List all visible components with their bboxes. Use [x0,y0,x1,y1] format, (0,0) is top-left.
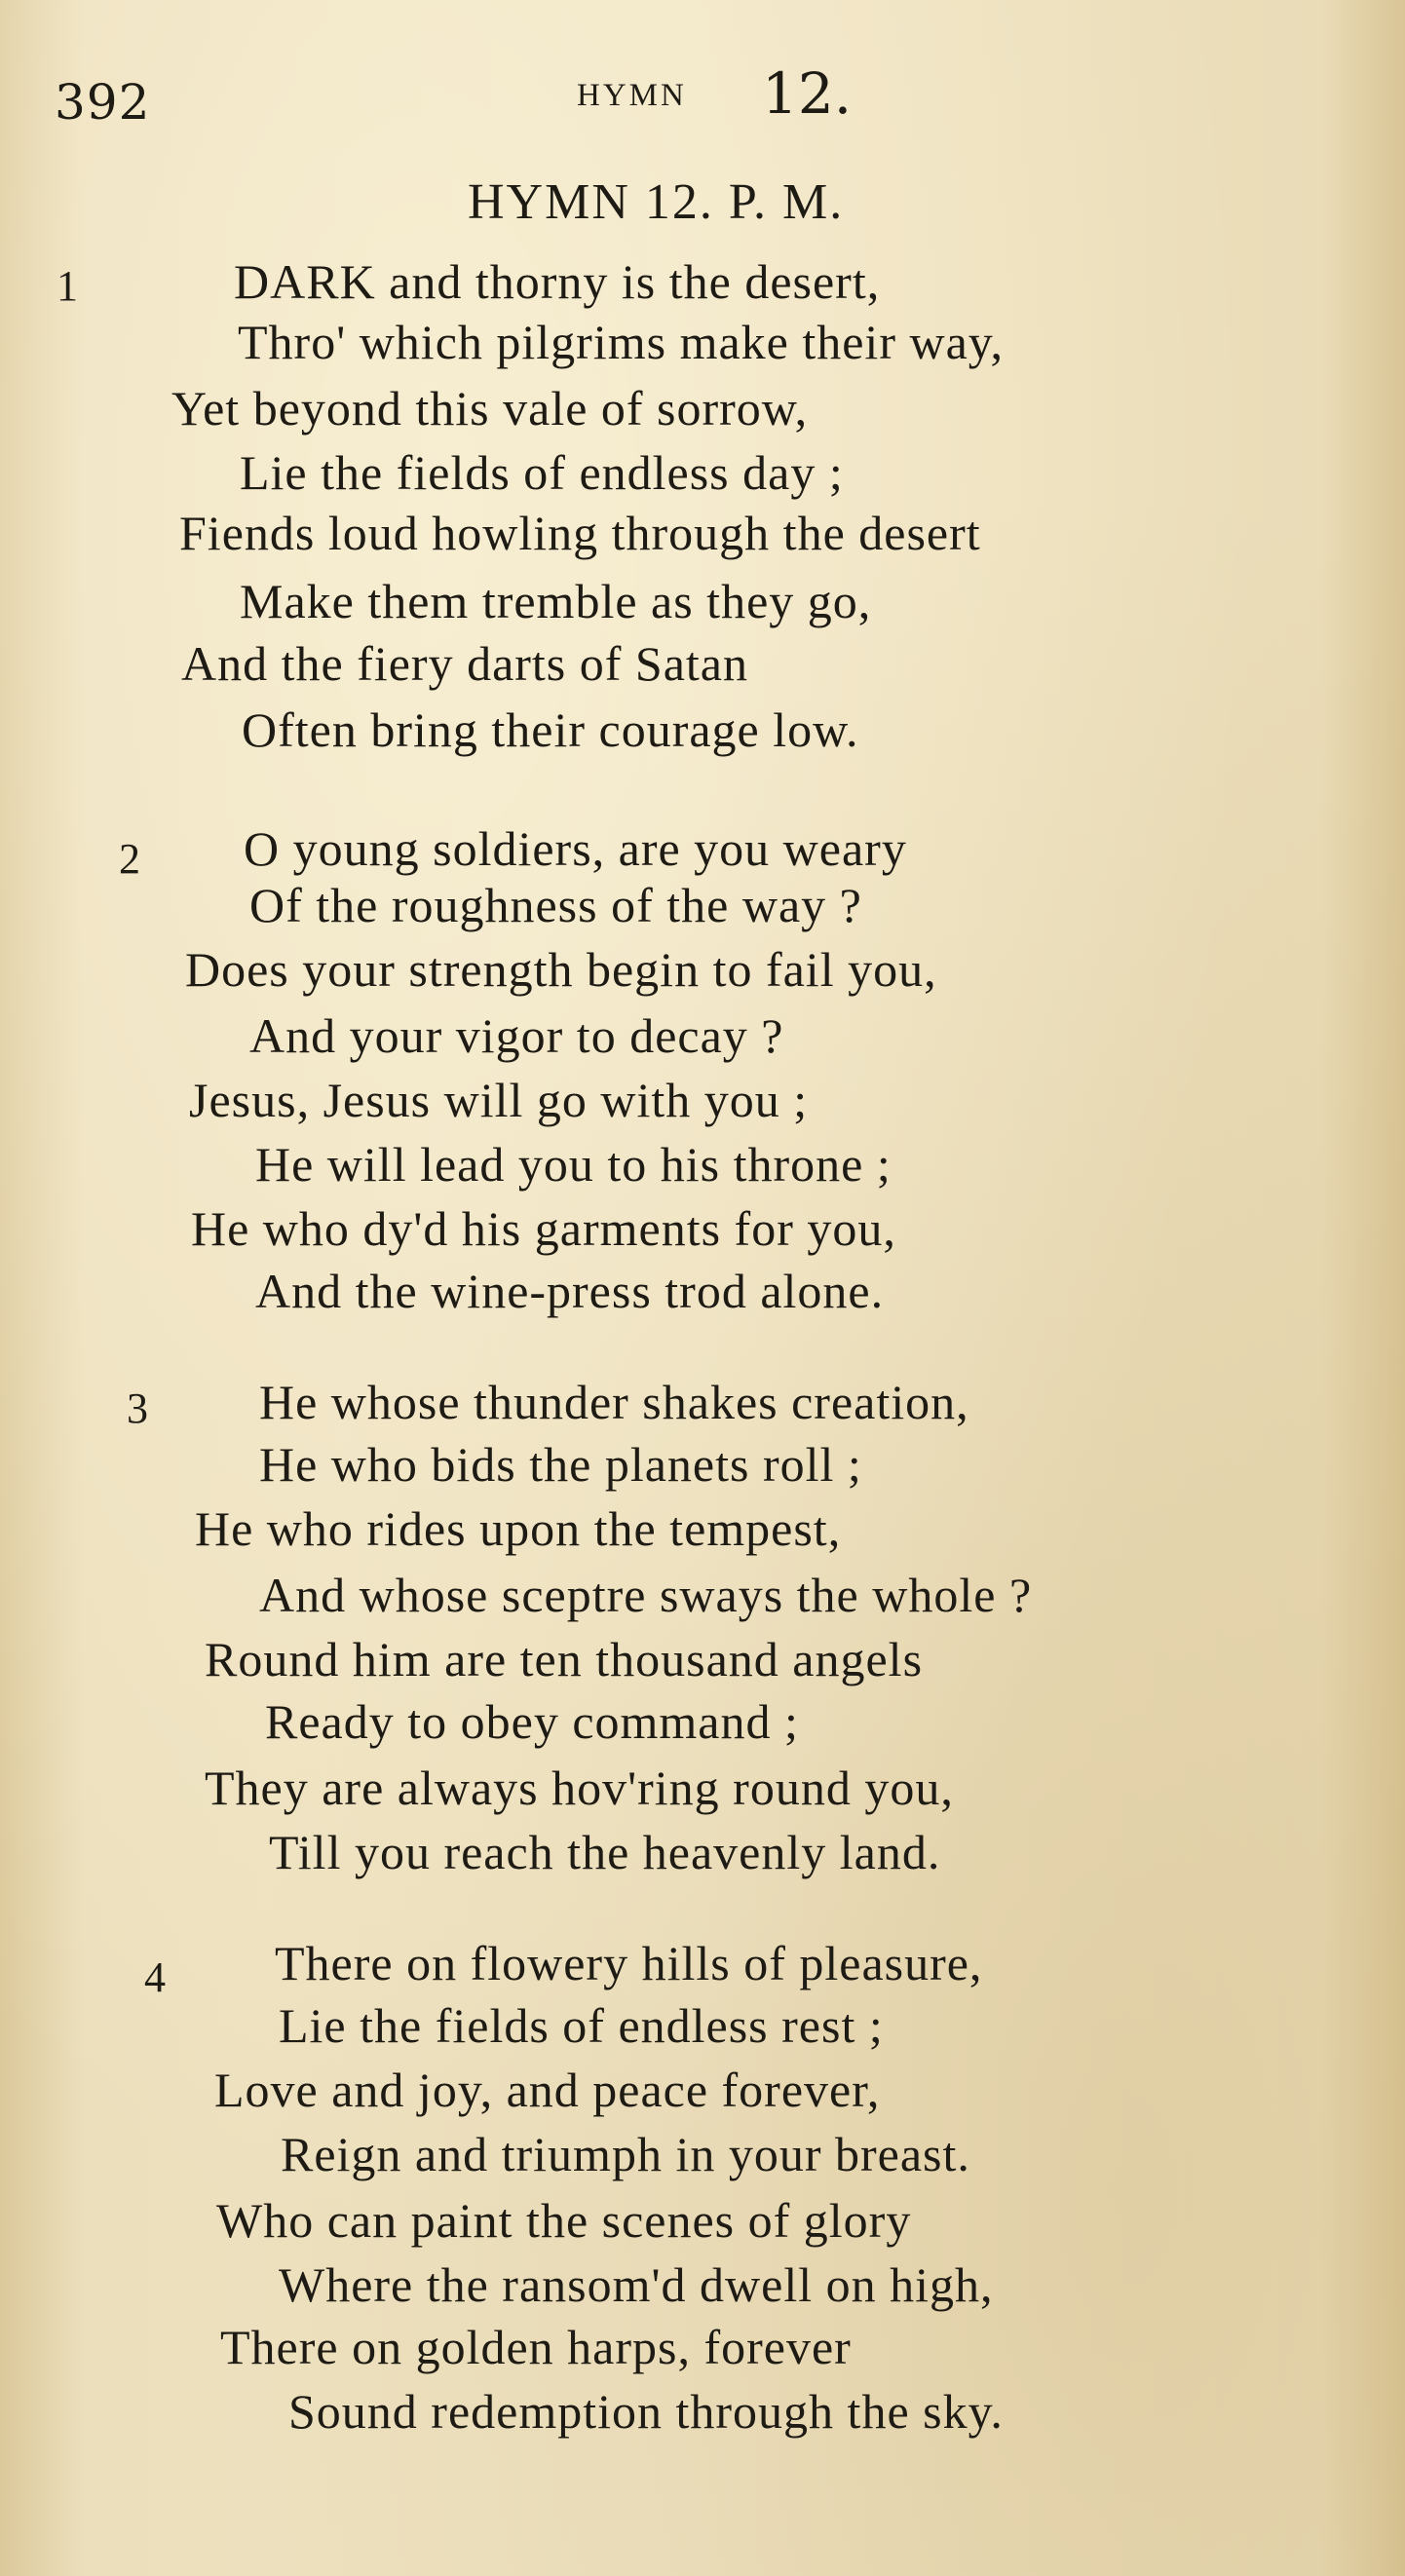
verse-line: Round him are ten thousand angels [205,1632,924,1686]
verse-line: Ready to obey command ; [265,1694,799,1749]
verse-line: Sound redemption through the sky. [288,2384,1004,2439]
stanza-number: 2 [119,835,140,883]
verse-line: There on flowery hills of pleasure, [275,1936,983,1990]
verse-line: Lie the fields of endless rest ; [279,1998,884,2053]
verse-line: Love and joy, and peace forever, [214,2063,881,2117]
verse-line: Make them tremble as they go, [240,574,872,628]
verse-line: And whose sceptre sways the whole ? [259,1568,1033,1622]
verse-line: Yet beyond this vale of sorrow, [171,381,809,436]
verse-line: Often bring their courage low. [242,702,859,757]
running-head [0,60,1405,129]
verse-line: He who bids the planets roll ; [259,1437,862,1492]
running-hymn-number: 12. [762,60,853,127]
verse-line: Jesus, Jesus will go with you ; [189,1073,809,1127]
verse-line: Till you reach the heavenly land. [269,1825,941,1879]
stanza-number: 1 [57,262,78,310]
verse-line: There on golden harps, forever [220,2320,852,2374]
verse-line: They are always hov'ring round you, [205,1761,954,1815]
stanza-number: 3 [127,1384,148,1432]
verse-line: And the fiery darts of Satan [181,636,749,691]
verse-line: Lie the fields of endless day ; [240,445,844,500]
stanza-number: 4 [144,1953,166,2001]
running-title: HYMN [577,78,687,113]
verse-line: He who rides upon the tempest, [195,1501,842,1556]
verse-line: O young soldiers, are you weary [244,821,907,876]
verse-line: Who can paint the scenes of glory [216,2193,912,2248]
hymn-title: HYMN 12. P. M. [468,174,845,230]
verse-line: Reign and triumph in your breast. [281,2127,970,2181]
verse-line: Fiends loud howling through the desert [179,506,981,560]
verse-line: He whose thunder shakes creation, [259,1375,969,1429]
verse-line: Where the ransom'd dwell on high, [279,2257,994,2312]
verse-line: He who dy'd his garments for you, [191,1201,896,1256]
verse-line: Does your strength begin to fail you, [185,942,937,997]
verse-line: Of the roughness of the way ? [249,878,862,932]
verse-line: He will lead you to his throne ; [255,1137,892,1192]
page-number: 392 [55,74,151,131]
verse-line: And your vigor to decay ? [249,1008,784,1063]
verse-line: Thro' which pilgrims make their way, [238,315,1005,369]
verse-line: And the wine-press trod alone. [255,1264,885,1318]
verse-line: DARK and thorny is the desert, [234,254,881,309]
